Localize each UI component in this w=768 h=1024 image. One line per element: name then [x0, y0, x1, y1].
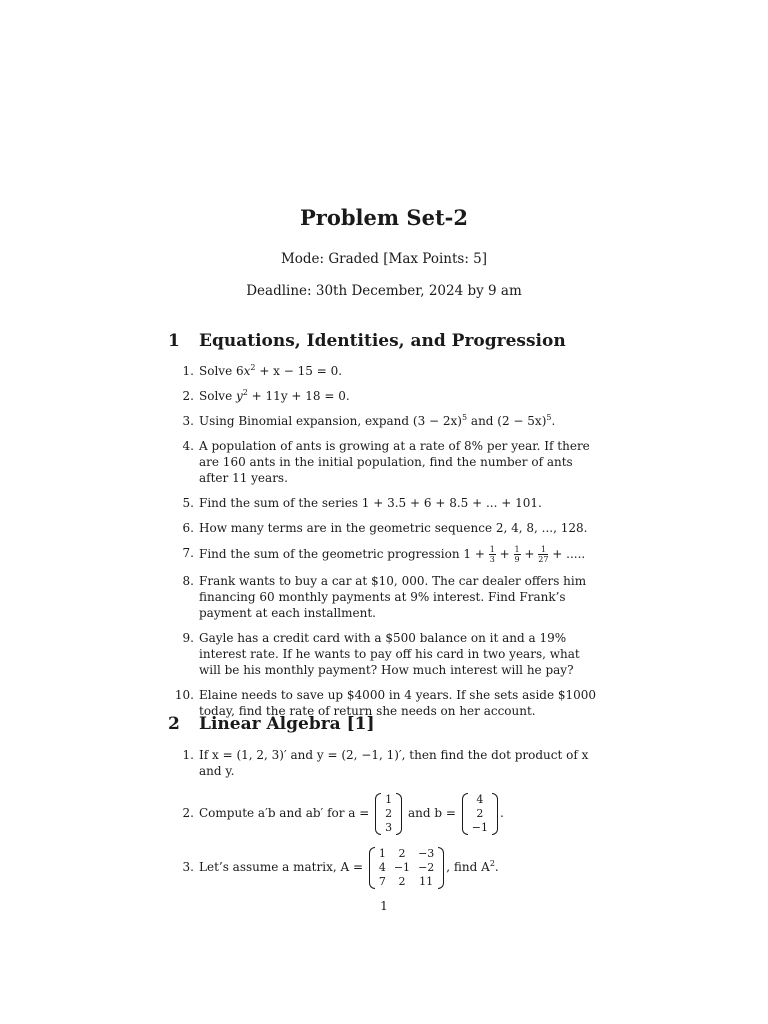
question-text: Using Binomial expansion, expand (3 − 2x) [199, 414, 462, 428]
matrix-entry: 11 [419, 874, 434, 888]
vector-a [375, 793, 402, 835]
question-item [168, 363, 602, 379]
question-item [168, 520, 602, 536]
question-number: 3. [182, 414, 194, 428]
section-heading-2 [168, 714, 375, 734]
denominator: 27 [538, 555, 549, 564]
vector-entry: 2 [476, 806, 484, 820]
matrix-a [369, 847, 444, 889]
question-text: Find the sum of the geometric progression 1 + [199, 547, 489, 561]
page-number: 1 [380, 899, 388, 913]
question-number: 6. [182, 521, 194, 535]
vector-entry: 2 [385, 806, 393, 820]
deadline: Deadline: 30th December, 2024 by 9 am [246, 283, 522, 299]
question-item [168, 843, 602, 891]
section-title: Equations, Identities, and Progression [199, 331, 566, 351]
fraction [514, 545, 521, 564]
section-title: Linear Algebra [1] [199, 714, 375, 734]
numerator: 1 [514, 545, 520, 554]
matrix-entry: 2 [398, 874, 406, 888]
grading-mode: Mode: Graded [Max Points: 5] [280, 251, 488, 267]
question-text: Frank wants to buy a car at $10, 000. The car dealer offers him financing 60 monthly payments at 9% interest. Find Frank’s payment at each installment. [199, 574, 587, 620]
vector-entry: −1 [471, 820, 488, 834]
fraction [489, 545, 496, 564]
exponent: 2 [489, 859, 495, 868]
matrix-entry: 1 [378, 846, 386, 860]
math-var: y [235, 389, 243, 403]
question-number: 1. [182, 748, 194, 762]
question-text: How many terms are in the geometric sequence 2, 4, 8, ..., 128. [199, 521, 588, 535]
question-item [168, 573, 602, 621]
question-item [168, 413, 602, 429]
matrix-entry: 7 [378, 874, 386, 888]
question-number: 9. [182, 631, 194, 645]
question-item [168, 388, 602, 404]
document-title: Problem Set-2 [300, 205, 468, 230]
question-text: . [494, 860, 499, 874]
question-number: 4. [182, 439, 194, 453]
question-text: A population of ants is growing at a rate of 8% per year. If there are 160 ants in the initial population, find the number of ants after 11 years. [199, 439, 590, 485]
question-item [168, 789, 602, 837]
question-item [168, 495, 602, 511]
section-1-questions [168, 363, 602, 728]
exponent: 5 [546, 413, 552, 422]
question-text: and (2 − 5x) [467, 414, 547, 428]
question-number: 10. [174, 688, 194, 702]
question-text: + ..... [548, 547, 586, 561]
question-number: 3. [182, 860, 194, 874]
question-text: Compute a′b and ab′ for a = [199, 806, 370, 820]
section-heading-1 [168, 331, 566, 351]
numerator: 1 [538, 545, 548, 555]
exponent: 5 [462, 413, 468, 422]
matrix-entry: −1 [393, 860, 411, 874]
denominator: 9 [514, 555, 520, 564]
question-text: Find the sum of the series 1 + 3.5 + 6 + 8.5 + ... + 101. [199, 496, 542, 510]
question-item [168, 630, 602, 678]
section-2-questions [168, 747, 602, 900]
question-text: . [551, 414, 556, 428]
question-number: 7. [182, 546, 194, 560]
question-number: 1. [182, 364, 194, 378]
vector-b [462, 793, 498, 835]
question-text: and b = [407, 806, 456, 820]
exponent: 2 [242, 388, 248, 397]
question-number: 5. [182, 496, 194, 510]
exponent: 2 [250, 363, 256, 372]
question-number: 8. [182, 574, 194, 588]
question-text: Solve 6 [199, 364, 244, 378]
denominator: 3 [489, 555, 495, 564]
question-text: + x − 15 = 0. [255, 364, 343, 378]
vector-entry: 1 [385, 792, 393, 806]
section-number: 1 [168, 331, 180, 351]
question-text: + 11y + 18 = 0. [247, 389, 350, 403]
question-text: , find A [446, 860, 490, 874]
question-item [168, 438, 602, 486]
numerator: 1 [489, 545, 495, 554]
section-number: 2 [168, 714, 180, 734]
question-text: If x = (1, 2, 3)′ and y = (2, −1, 1)′, then find the dot product of x and y. [199, 748, 589, 778]
matrix-entry: −2 [418, 860, 435, 874]
math-var: x [243, 364, 251, 378]
question-number: 2. [182, 389, 194, 403]
question-item: 7. Find the sum of the geometric progression 1 + $\frac{1}{3}$ + $\frac{1}{9}$ + $\frac{1}{27}$ + ..... [168, 545, 602, 564]
question-text: Solve [199, 389, 236, 403]
question-text: . [499, 806, 504, 820]
question-text: Gayle has a credit card with a $500 balance on it and a 19% interest rate. If he wants to pay off his card in two years, what will be his monthly payment? How much interest will he pay? [199, 631, 580, 677]
matrix-entry: 4 [378, 860, 386, 874]
question-number: 2. [182, 806, 194, 820]
fraction [538, 545, 548, 564]
question-text: Elaine needs to save up $4000 in 4 years. If she sets aside $1000 today, find the rate of return she needs on her account. [199, 688, 597, 718]
matrix-entry: −3 [418, 846, 435, 860]
vector-entry: 4 [476, 792, 484, 806]
vector-entry: 3 [385, 820, 393, 834]
question-text: Let’s assume a matrix, A = [199, 860, 364, 874]
matrix-entry: 2 [398, 846, 406, 860]
question-item [168, 747, 602, 779]
